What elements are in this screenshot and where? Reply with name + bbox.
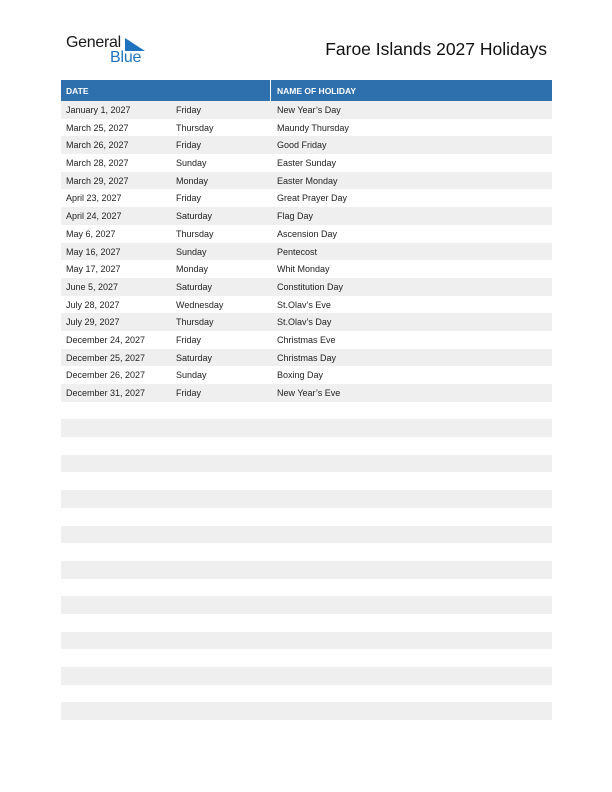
- holiday-date: April 24, 2027: [66, 211, 122, 222]
- holiday-weekday: Saturday: [176, 211, 213, 222]
- holiday-date: December 25, 2027: [66, 352, 146, 363]
- table-row: [61, 225, 552, 243]
- table-row: [61, 260, 552, 278]
- holiday-weekday: Thursday: [176, 317, 214, 328]
- table-row: [61, 384, 552, 402]
- holiday-weekday: Friday: [176, 140, 202, 151]
- holiday-name: Ascension Day: [277, 228, 338, 239]
- table-row: [61, 366, 552, 384]
- table-row: [61, 189, 552, 207]
- holiday-name: Christmas Eve: [277, 334, 336, 345]
- holiday-name: Pentecost: [277, 246, 318, 257]
- holiday-weekday: Sunday: [176, 370, 207, 381]
- generalblue-logo: [66, 34, 156, 68]
- table-row: [61, 296, 552, 314]
- holiday-date: July 29, 2027: [66, 317, 120, 328]
- holiday-weekday: Saturday: [176, 352, 213, 363]
- table-row: [61, 561, 552, 579]
- holiday-weekday: Saturday: [176, 281, 213, 292]
- holiday-name: Maundy Thursday: [277, 122, 349, 133]
- column-header-date: DATE: [66, 86, 89, 96]
- table-row: [61, 614, 552, 632]
- holiday-name: Boxing Day: [277, 370, 324, 381]
- table-row: [61, 437, 552, 455]
- holiday-weekday: Wednesday: [176, 299, 224, 310]
- table-row: [61, 702, 552, 720]
- table-row: [61, 349, 552, 367]
- holiday-weekday: Thursday: [176, 122, 214, 133]
- table-row: [61, 154, 552, 172]
- holiday-table: [61, 80, 552, 720]
- holiday-date: June 5, 2027: [66, 281, 119, 292]
- table-row: [61, 243, 552, 261]
- holiday-weekday: Sunday: [176, 158, 207, 169]
- holiday-date: March 25, 2027: [66, 122, 129, 133]
- holiday-date: May 6, 2027: [66, 228, 116, 239]
- table-row: [61, 419, 552, 437]
- holiday-name: New Year’s Day: [277, 105, 341, 115]
- holiday-date: December 26, 2027: [66, 370, 146, 381]
- table-row: [61, 207, 552, 225]
- holiday-name: Good Friday: [277, 140, 327, 151]
- holiday-name: Easter Sunday: [277, 158, 337, 169]
- table-body: [61, 101, 552, 720]
- holiday-weekday: Friday: [176, 105, 202, 115]
- table-header: [61, 80, 552, 101]
- column-header-holiday-name: NAME OF HOLIDAY: [277, 86, 357, 96]
- table-row: [61, 649, 552, 667]
- table-row: [61, 526, 552, 544]
- table-row: [61, 596, 552, 614]
- holiday-weekday: Sunday: [176, 246, 207, 257]
- holiday-date: December 31, 2027: [66, 388, 146, 398]
- holiday-name: Great Prayer Day: [277, 193, 348, 204]
- table-row: [61, 472, 552, 490]
- table-row: [61, 172, 552, 190]
- table-row: [61, 632, 552, 650]
- table-row: [61, 278, 552, 296]
- holiday-name: Flag Day: [277, 211, 314, 222]
- holiday-date: December 24, 2027: [66, 334, 146, 345]
- holiday-date: May 16, 2027: [66, 246, 121, 257]
- holiday-name: St.Olav’s Eve: [277, 299, 331, 310]
- table-row: [61, 119, 552, 137]
- holiday-weekday: Thursday: [176, 228, 214, 239]
- holiday-name: Constitution Day: [277, 281, 344, 292]
- table-row: [61, 508, 552, 526]
- holiday-weekday: Monday: [176, 175, 209, 186]
- table-row: [61, 313, 552, 331]
- holiday-date: March 28, 2027: [66, 158, 129, 169]
- holiday-weekday: Friday: [176, 193, 202, 204]
- holiday-name: St.Olav’s Day: [277, 317, 332, 328]
- page-title: Faroe Islands 2027 Holidays: [325, 39, 547, 59]
- table-row: [61, 543, 552, 561]
- holiday-name: New Year’s Eve: [277, 388, 341, 398]
- holiday-date: July 28, 2027: [66, 299, 120, 310]
- holiday-name: Christmas Day: [277, 352, 337, 363]
- holiday-date: May 17, 2027: [66, 264, 121, 275]
- table-row: [61, 685, 552, 703]
- holiday-date: March 29, 2027: [66, 175, 129, 186]
- table-row: [61, 331, 552, 349]
- holiday-weekday: Monday: [176, 264, 209, 275]
- table-row: [61, 136, 552, 154]
- logo-word-general: General: [66, 34, 121, 51]
- holiday-name: Whit Monday: [277, 264, 330, 275]
- holiday-name: Easter Monday: [277, 175, 338, 186]
- header-divider: [270, 80, 271, 101]
- holiday-weekday: Friday: [176, 334, 202, 345]
- holiday-date: April 23, 2027: [66, 193, 122, 204]
- table-row: [61, 579, 552, 597]
- table-row: [61, 490, 552, 508]
- holiday-weekday: Friday: [176, 388, 202, 398]
- table-row: [61, 667, 552, 685]
- table-row: [61, 455, 552, 473]
- table-row: [61, 101, 552, 119]
- logo-word-blue: Blue: [110, 49, 142, 66]
- holiday-date: March 26, 2027: [66, 140, 129, 151]
- table-row: [61, 402, 552, 420]
- holiday-date: January 1, 2027: [66, 105, 131, 115]
